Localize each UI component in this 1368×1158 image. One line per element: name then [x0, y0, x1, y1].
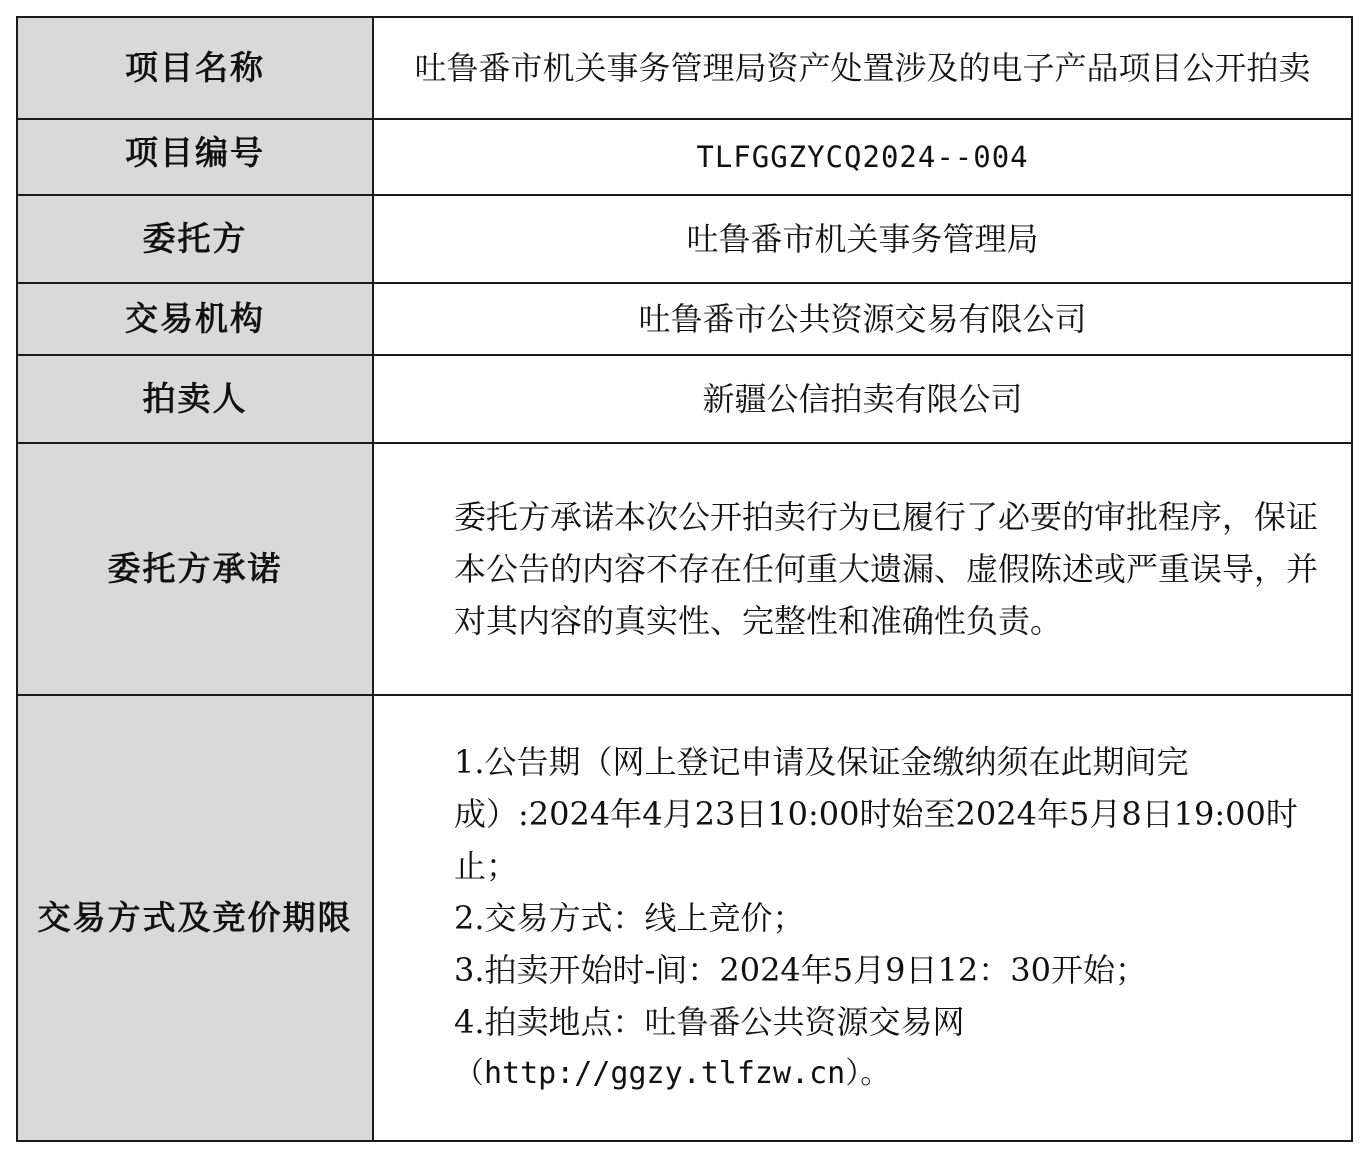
value-client: 吐鲁番市机关事务管理局: [373, 195, 1352, 283]
method-item-1: 1.公告期（网上登记申请及保证金缴纳须在此期间完成）:2024年4月23日10:00时始至2024年5月8日19:00时止；: [454, 743, 1298, 885]
notice-table: [16, 16, 1353, 1142]
method-item-url: （http://ggzy.tlfzw.cn）。: [454, 1056, 891, 1091]
label-auctioneer: 拍卖人: [17, 355, 373, 443]
commitment-text: 委托方承诺本次公开拍卖行为已履行了必要的审批程序，保证本公告的内容不存在任何重大遗漏、虚假陈述或严重误导，并对其内容的真实性、完整性和准确性负责。: [454, 498, 1319, 640]
value-project-name: 吐鲁番市机关事务管理局资产处置涉及的电子产品项目公开拍卖: [373, 17, 1352, 119]
label-project-name: 项目名称: [17, 17, 373, 119]
row-agency: [17, 283, 1352, 355]
method-item-2: 2.交易方式：线上竞价；: [454, 899, 805, 937]
method-item-3: 3.拍卖开始时-间：2024年5月9日12：30开始；: [454, 951, 1147, 989]
label-commitment: 委托方承诺: [17, 443, 373, 695]
method-item-4: 4.拍卖地点：吐鲁番公共资源交易网: [454, 1003, 965, 1041]
row-project-code: [17, 119, 1352, 195]
label-project-code: 项目编号: [17, 119, 373, 195]
value-project-code: TLFGGZYCQ2024--004: [373, 119, 1352, 195]
row-method: [17, 695, 1352, 1141]
row-commitment: [17, 443, 1352, 695]
row-client: [17, 195, 1352, 283]
row-auctioneer: [17, 355, 1352, 443]
value-auctioneer: 新疆公信拍卖有限公司: [373, 355, 1352, 443]
value-commitment-cell: [373, 443, 1352, 695]
value-method-cell: [373, 695, 1352, 1141]
method-list: [374, 736, 1351, 1100]
value-agency: 吐鲁番市公共资源交易有限公司: [373, 283, 1352, 355]
label-method: 交易方式及竞价期限: [17, 695, 373, 1141]
label-agency: 交易机构: [17, 283, 373, 355]
label-client: 委托方: [17, 195, 373, 283]
row-project-name: [17, 17, 1352, 119]
